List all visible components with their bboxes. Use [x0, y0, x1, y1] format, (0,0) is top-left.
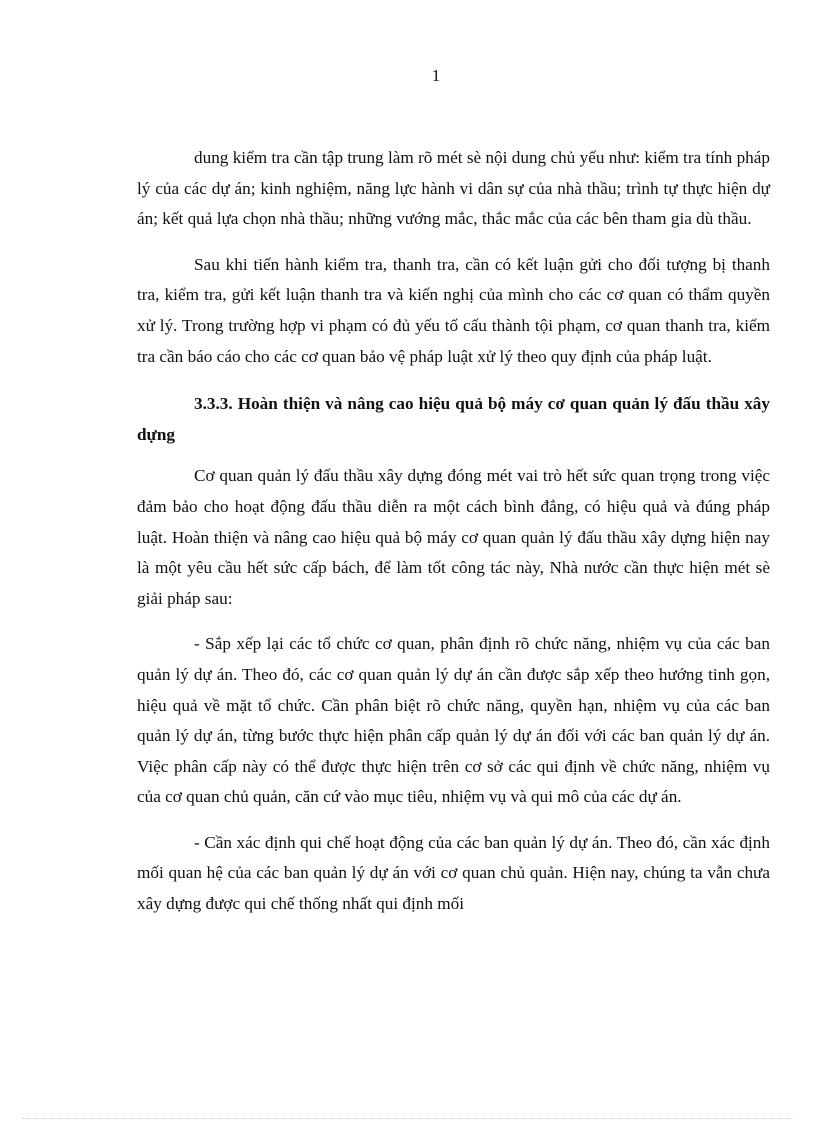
page-bottom-divider — [22, 1118, 794, 1119]
paragraph: - Cần xác định qui chế hoạt động của các ban quản lý dự án. Theo đó, cần xác định mối quan hệ của các ban quản lý dự án với cơ quan chủ quản. Hiện nay, chúng ta vẫn chưa xây dựng được qui chế thống nhất qui định mối — [137, 832, 770, 914]
section-heading: 3.3.3. Hoàn thiện và nâng cao hiệu quả bộ máy cơ quan quản lý đấu thầu xây dựng — [137, 394, 770, 444]
paragraph: Sau khi tiến hành kiểm tra, thanh tra, cần có kết luận gửi cho đối tượng bị thanh tra, kiểm tra, gửi kết luận thanh tra và kiến nghị của mình cho các cơ quan có thẩm quyền xử lý. Trong trường hợp vi phạm có đủ yếu tố cấu thành tội phạm, cơ quan thanh tra, kiểm tra cần báo cáo cho các cơ quan bảo vệ pháp luật xử lý theo quy định của pháp luật. — [137, 254, 770, 366]
document-body — [137, 143, 770, 920]
paragraph: dung kiểm tra cần tập trung làm rõ mét sè nội dung chủ yếu như: kiểm tra tính pháp lý của các dự án; kinh nghiệm, năng lực hành vi dân sự của nhà thầu; trình tự thực hiện dự án; kết quả lựa chọn nhà thầu; những vướng mắc, thắc mắc của các bên tham gia dù thầu. — [137, 148, 770, 229]
paragraph: - Sắp xếp lại các tổ chức cơ quan, phân định rõ chức năng, nhiệm vụ của các ban quản lý dự án. Theo đó, các cơ quan quản lý dự án cần được sắp xếp theo hướng tinh gọn, hiệu quả về mặt tổ chức. Cần phân biệt rõ chức năng, quyền hạn, nhiệm vụ của các ban quản lý dự án, từng bước thực hiện phân cấp quản lý dự án đối với các ban quản lý dự án. Việc phân cấp này có thể được thực hiện trên cơ sở các qui định về chức năng, nhiệm vụ của cơ quan chủ quản, căn cứ vào mục tiêu, nhiệm vụ và qui mô của các dự án. — [137, 634, 770, 807]
page-number: 1 — [431, 66, 441, 85]
paragraph: Cơ quan quản lý đấu thầu xây dựng đóng mét vai trò hết sức quan trọng trong việc đảm bảo cho hoạt động đấu thầu diễn ra một cách bình đẳng, có hiệu quả và đúng pháp luật. Hoàn thiện và nâng cao hiệu quả bộ máy cơ quan quản lý đấu thầu xây dựng hiện nay là một yêu cầu hết sức cấp bách, để làm tốt công tác này, Nhà nước cần thực hiện mét sè giải pháp sau: — [137, 466, 770, 608]
